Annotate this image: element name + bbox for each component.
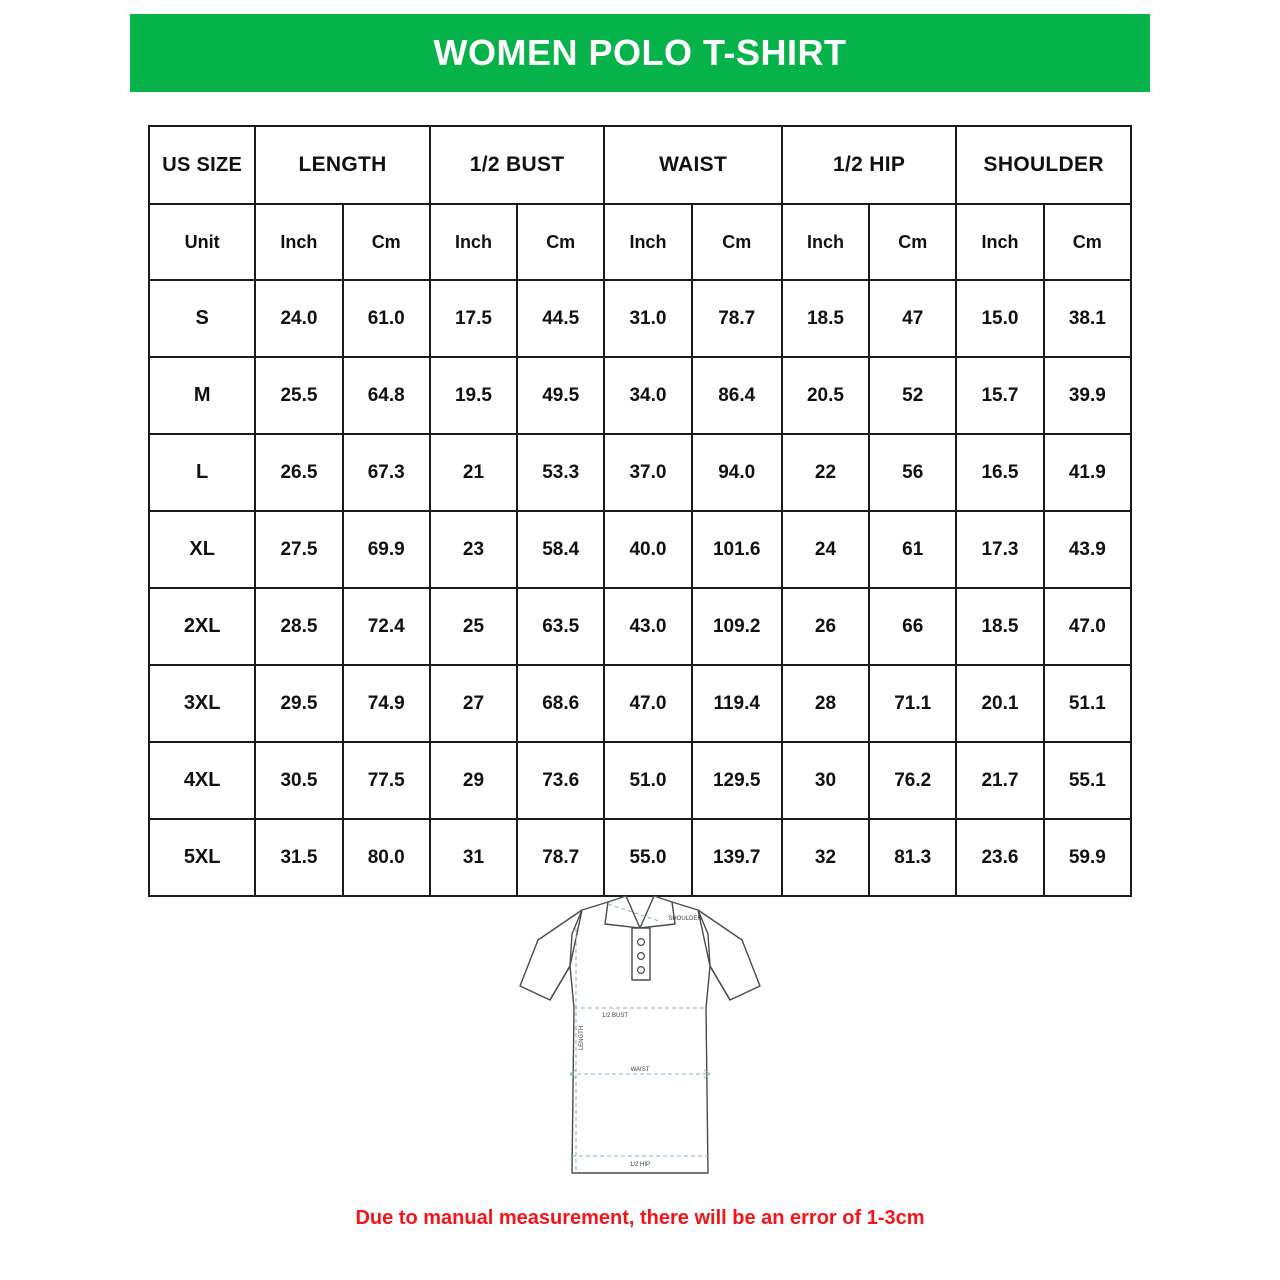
- cell-shoulder-inch: 16.5: [956, 434, 1043, 511]
- cell-waist-cm: 109.2: [692, 588, 782, 665]
- cell-length-cm: 72.4: [343, 588, 430, 665]
- cell-waist-inch: 47.0: [604, 665, 691, 742]
- cell-waist-cm: 78.7: [692, 280, 782, 357]
- cell-hip-cm: 47: [869, 280, 956, 357]
- cell-bust-cm: 53.3: [517, 434, 604, 511]
- cell-hip-inch: 28: [782, 665, 869, 742]
- cell-waist-cm: 139.7: [692, 819, 782, 896]
- cell-length-inch: 25.5: [255, 357, 342, 434]
- cell-waist-inch: 55.0: [604, 819, 691, 896]
- header-half-hip: 1/2 HIP: [782, 126, 957, 204]
- header-half-bust: 1/2 BUST: [430, 126, 605, 204]
- cell-waist-inch: 34.0: [604, 357, 691, 434]
- table-unit-row: [149, 204, 1131, 280]
- cell-shoulder-inch: 21.7: [956, 742, 1043, 819]
- cell-size: 5XL: [149, 819, 255, 896]
- cell-bust-cm: 49.5: [517, 357, 604, 434]
- unit-shoulder-cm: Cm: [1044, 204, 1131, 280]
- cell-hip-cm: 66: [869, 588, 956, 665]
- unit-bust-inch: Inch: [430, 204, 517, 280]
- label-shoulder: SHOULDER: [668, 916, 702, 922]
- cell-hip-cm: 81.3: [869, 819, 956, 896]
- cell-hip-inch: 32: [782, 819, 869, 896]
- cell-waist-inch: 51.0: [604, 742, 691, 819]
- cell-hip-inch: 26: [782, 588, 869, 665]
- cell-hip-inch: 20.5: [782, 357, 869, 434]
- cell-waist-cm: 86.4: [692, 357, 782, 434]
- label-waist: WAIST: [630, 1067, 650, 1073]
- table-row: [149, 588, 1131, 665]
- cell-shoulder-cm: 59.9: [1044, 819, 1131, 896]
- cell-length-cm: 61.0: [343, 280, 430, 357]
- cell-bust-cm: 68.6: [517, 665, 604, 742]
- cell-length-cm: 67.3: [343, 434, 430, 511]
- cell-shoulder-inch: 18.5: [956, 588, 1043, 665]
- cell-bust-inch: 17.5: [430, 280, 517, 357]
- cell-hip-cm: 56: [869, 434, 956, 511]
- cell-shoulder-cm: 51.1: [1044, 665, 1131, 742]
- cell-length-inch: 26.5: [255, 434, 342, 511]
- cell-hip-inch: 24: [782, 511, 869, 588]
- cell-shoulder-cm: 41.9: [1044, 434, 1131, 511]
- cell-bust-inch: 31: [430, 819, 517, 896]
- cell-waist-inch: 40.0: [604, 511, 691, 588]
- label-half-hip: 1/2 HIP: [629, 1162, 651, 1168]
- size-table: [148, 125, 1132, 897]
- cell-size: 2XL: [149, 588, 255, 665]
- cell-length-inch: 31.5: [255, 819, 342, 896]
- cell-size: L: [149, 434, 255, 511]
- unit-length-cm: Cm: [343, 204, 430, 280]
- cell-waist-inch: 43.0: [604, 588, 691, 665]
- cell-hip-cm: 61: [869, 511, 956, 588]
- cell-waist-inch: 37.0: [604, 434, 691, 511]
- cell-waist-cm: 119.4: [692, 665, 782, 742]
- cell-bust-inch: 19.5: [430, 357, 517, 434]
- header-us-size: US SIZE: [149, 126, 255, 204]
- size-table-container: [148, 125, 1132, 897]
- cell-bust-inch: 25: [430, 588, 517, 665]
- table-row: [149, 665, 1131, 742]
- label-length: LENGTH: [579, 1025, 585, 1051]
- header-waist: WAIST: [604, 126, 782, 204]
- cell-hip-cm: 52: [869, 357, 956, 434]
- cell-length-inch: 30.5: [255, 742, 342, 819]
- page-title: WOMEN POLO T-SHIRT: [433, 32, 847, 73]
- label-half-bust: 1/2 BUST: [601, 1013, 629, 1019]
- cell-waist-inch: 31.0: [604, 280, 691, 357]
- cell-hip-cm: 71.1: [869, 665, 956, 742]
- cell-bust-cm: 58.4: [517, 511, 604, 588]
- cell-shoulder-inch: 20.1: [956, 665, 1043, 742]
- header-shoulder: SHOULDER: [956, 126, 1131, 204]
- cell-size: 3XL: [149, 665, 255, 742]
- cell-bust-cm: 78.7: [517, 819, 604, 896]
- unit-length-inch: Inch: [255, 204, 342, 280]
- polo-shirt-diagram: [0, 888, 1280, 1198]
- cell-hip-inch: 22: [782, 434, 869, 511]
- table-row: [149, 742, 1131, 819]
- table-row: [149, 357, 1131, 434]
- cell-bust-inch: 27: [430, 665, 517, 742]
- cell-waist-cm: 94.0: [692, 434, 782, 511]
- table-row: [149, 511, 1131, 588]
- unit-label: Unit: [149, 204, 255, 280]
- cell-bust-inch: 29: [430, 742, 517, 819]
- cell-shoulder-inch: 17.3: [956, 511, 1043, 588]
- cell-hip-inch: 18.5: [782, 280, 869, 357]
- cell-shoulder-inch: 15.0: [956, 280, 1043, 357]
- cell-shoulder-cm: 47.0: [1044, 588, 1131, 665]
- button-icon: [638, 939, 645, 974]
- cell-length-inch: 27.5: [255, 511, 342, 588]
- cell-shoulder-cm: 43.9: [1044, 511, 1131, 588]
- cell-hip-cm: 76.2: [869, 742, 956, 819]
- unit-shoulder-inch: Inch: [956, 204, 1043, 280]
- table-row: [149, 434, 1131, 511]
- unit-waist-cm: Cm: [692, 204, 782, 280]
- cell-shoulder-cm: 38.1: [1044, 280, 1131, 357]
- cell-size: XL: [149, 511, 255, 588]
- header-length: LENGTH: [255, 126, 430, 204]
- cell-size: 4XL: [149, 742, 255, 819]
- cell-bust-cm: 44.5: [517, 280, 604, 357]
- cell-bust-cm: 73.6: [517, 742, 604, 819]
- cell-waist-cm: 101.6: [692, 511, 782, 588]
- unit-bust-cm: Cm: [517, 204, 604, 280]
- unit-hip-cm: Cm: [869, 204, 956, 280]
- table-row: [149, 280, 1131, 357]
- cell-length-cm: 77.5: [343, 742, 430, 819]
- cell-length-cm: 74.9: [343, 665, 430, 742]
- cell-length-cm: 64.8: [343, 357, 430, 434]
- unit-hip-inch: Inch: [782, 204, 869, 280]
- cell-size: S: [149, 280, 255, 357]
- unit-waist-inch: Inch: [604, 204, 691, 280]
- cell-shoulder-cm: 39.9: [1044, 357, 1131, 434]
- cell-bust-inch: 23: [430, 511, 517, 588]
- cell-bust-inch: 21: [430, 434, 517, 511]
- polo-shirt-illustration: [510, 888, 770, 1188]
- cell-length-inch: 29.5: [255, 665, 342, 742]
- cell-shoulder-inch: 23.6: [956, 819, 1043, 896]
- table-group-header-row: [149, 126, 1131, 204]
- cell-bust-cm: 63.5: [517, 588, 604, 665]
- cell-shoulder-cm: 55.1: [1044, 742, 1131, 819]
- cell-length-inch: 24.0: [255, 280, 342, 357]
- cell-length-cm: 80.0: [343, 819, 430, 896]
- cell-length-cm: 69.9: [343, 511, 430, 588]
- cell-waist-cm: 129.5: [692, 742, 782, 819]
- table-row: [149, 819, 1131, 896]
- title-banner: [130, 14, 1150, 92]
- cell-length-inch: 28.5: [255, 588, 342, 665]
- cell-shoulder-inch: 15.7: [956, 357, 1043, 434]
- measurement-disclaimer: Due to manual measurement, there will be an error of 1-3cm: [355, 1207, 925, 1229]
- cell-size: M: [149, 357, 255, 434]
- cell-hip-inch: 30: [782, 742, 869, 819]
